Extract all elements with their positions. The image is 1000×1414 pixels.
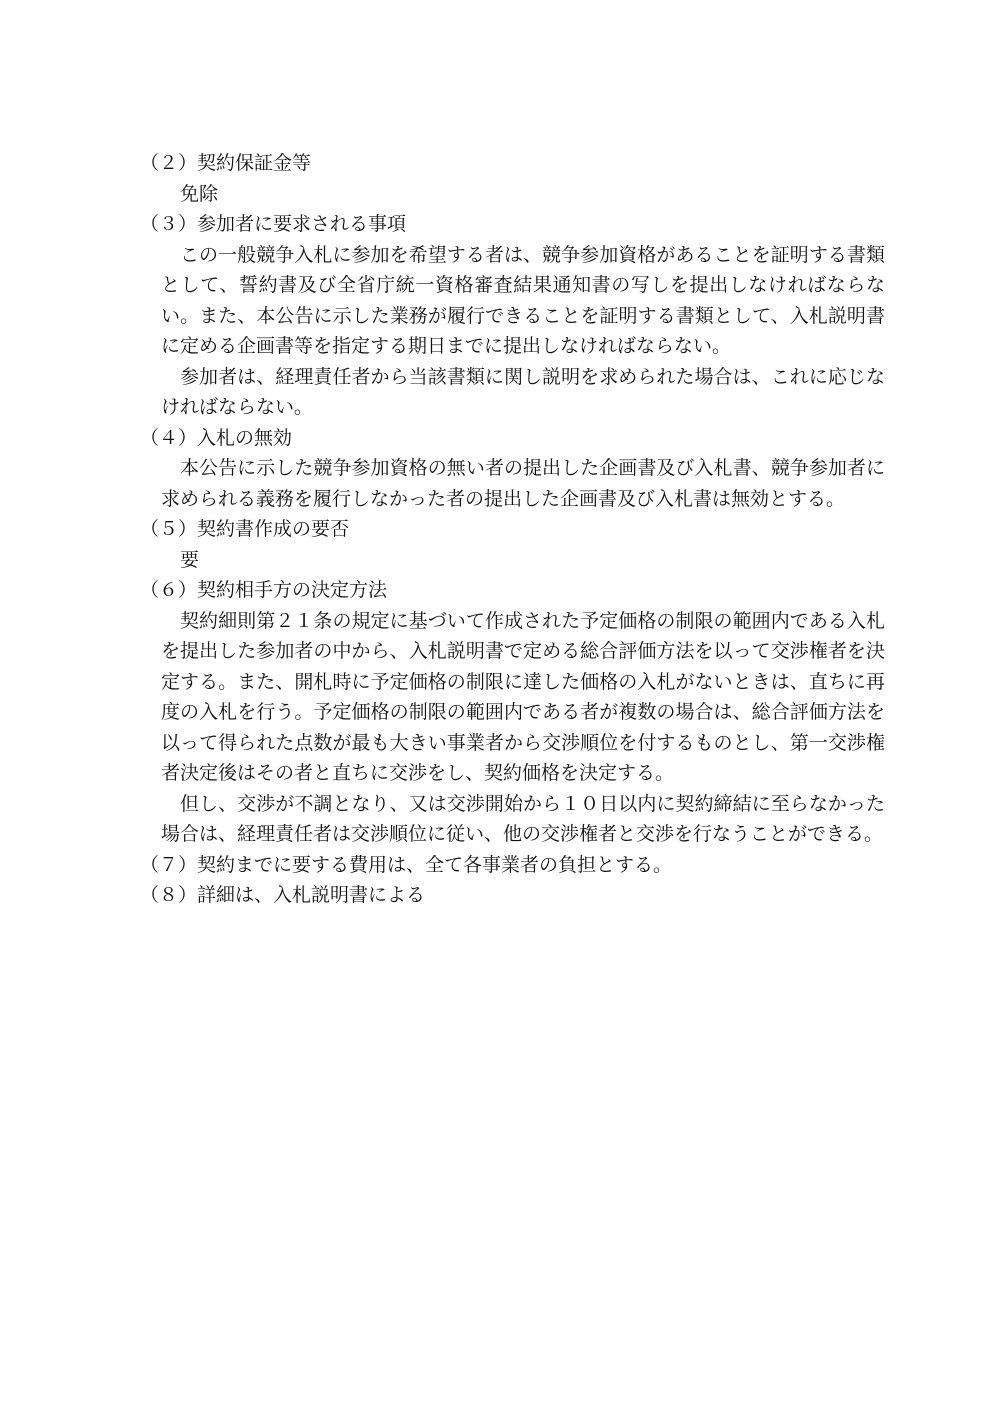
section-3-paragraph-1: この一般競争入札に参加を希望する者は、競争参加資格があることを証明する書類として、誓約書及び全省庁統一資格審査結果通知書の写しを提出しなければならない。また、本公告に示した業務が履行できることを証明する書類として、入札説明書に定める企画書等を指定する期日までに提出しなければならない。 bbox=[161, 243, 885, 357]
section-2-heading: （２）契約保証金等 bbox=[140, 152, 312, 174]
section-2-body: 免除 bbox=[180, 182, 219, 205]
section-8 bbox=[140, 880, 885, 911]
section-4-heading: （４）入札の無効 bbox=[140, 426, 293, 449]
section-4-paragraph-1: 本公告に示した競争参加資格の無い者の提出した企画書及び入札書、競争参加者に求められる義務を履行しなかった者の提出した企画書及び入札書は無効とする。 bbox=[161, 457, 885, 510]
section-6 bbox=[140, 575, 885, 850]
section-7 bbox=[140, 850, 885, 881]
document-body bbox=[140, 148, 885, 911]
section-6-paragraph-2: 但し、交渉が不調となり、又は交渉開始から１０日以内に契約締結に至らなかった場合は、経理責任者は交渉順位に従い、他の交渉権者と交渉を行なうことができる。 bbox=[161, 792, 885, 845]
section-2 bbox=[140, 148, 885, 209]
section-3-paragraph-2: 参加者は、経理責任者から当該書類に関し説明を求められた場合は、これに応じなければならない。 bbox=[161, 365, 885, 418]
section-3-heading: （３）参加者に要求される事項 bbox=[140, 213, 407, 235]
section-8-heading: （８）詳細は、入札説明書による bbox=[140, 884, 426, 906]
section-5-heading: （５）契約書作成の要否 bbox=[140, 518, 350, 540]
section-6-paragraph-1: 契約細則第２１条の規定に基づいて作成された予定価格の制限の範囲内である入札を提出した参加者の中から、入札説明書で定める総合評価方法を以って交渉権者を決定する。また、開札時に予定価格の制限に達した価格の入札がないときは、直ちに再度の入札を行う。予定価格の制限の範囲内である者が複数の場合は、総合評価方法を以って得られた点数が最も大きい事業者から交渉順位を付するものとし、第一交渉権者決定後はその者と直ちに交渉をし、契約価格を決定する。 bbox=[161, 609, 885, 784]
section-3 bbox=[140, 209, 885, 423]
section-5 bbox=[140, 514, 885, 575]
section-4 bbox=[140, 423, 885, 515]
section-5-body: 要 bbox=[180, 548, 200, 571]
section-7-heading: （７）契約までに要する費用は、全て各事業者の負担とする。 bbox=[140, 853, 673, 876]
section-6-heading: （６）契約相手方の決定方法 bbox=[140, 579, 388, 601]
